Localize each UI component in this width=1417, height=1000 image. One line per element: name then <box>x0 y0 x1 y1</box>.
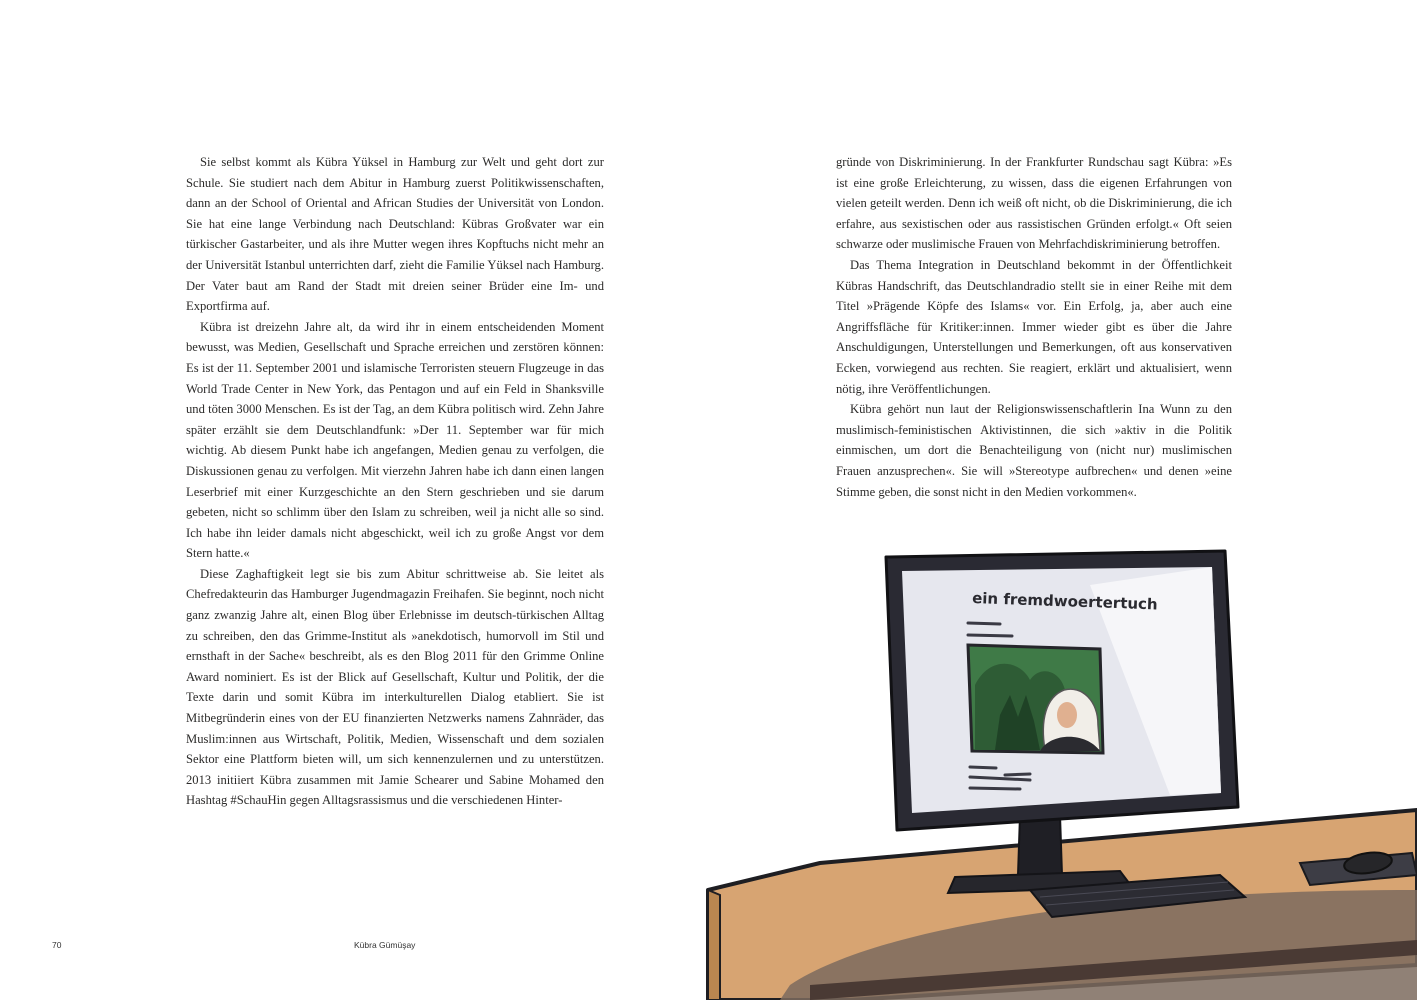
desk-computer-illustration <box>700 545 1417 1000</box>
monitor-stand-neck <box>1018 815 1062 875</box>
right-page-text <box>836 152 1232 502</box>
screen-heading: ein fremdwoertertuch <box>971 589 1158 614</box>
left-page-text <box>186 152 604 811</box>
right-paragraph-1: gründe von Diskriminierung. In der Frankfurter Rundschau sagt Kübra: »Es ist eine große Erleichterung, zu wissen, dass die eigenen Erfahrungen von vielen geteilt werden. Denn ich weiß oft nicht, ob die Diskriminierung, die ich erfahre, aus sexistischen oder aus rassistischen Gründen erfolgt.« Oft seien schwarze oder muslimische Frauen von Mehrfachdiskriminierung betroffen. <box>836 155 1232 252</box>
left-paragraph-2: Kübra ist dreizehn Jahre alt, da wird ihr in einem entscheidenden Moment bewusst, was Medien, Gesellschaft und Sprache erreichen und zerstören können: Es ist der 11. September 2001 und islamische Terroristen steuern Flugzeuge in das World Trade Center in New York, das Pentagon und auf ein Feld in Shanksville und töten 3000 Menschen. Es ist der Tag, an dem Kübra politisch wird. Zehn Jahre später erzählt sie dem Deutschlandfunk: »Der 11. September war für mich wichtig. Ab diesem Punkt habe ich angefangen, Medien genau zu verfolgen, die Diskussionen genau zu verfolgen. Mit vierzehn Jahren habe ich dann einen langen Leserbrief mit einer Kurzgeschichte an den Stern geschrieben und sie darum gebeten, nicht so schlimm über den Islam zu schreiben, weil ja nicht alle so sind. Ich habe ihn leider damals nicht abgeschickt, weil ich zu große Angst vor dem Stern hatte.« <box>186 319 604 561</box>
desk-front-edge <box>708 890 720 1000</box>
right-paragraph-2: Das Thema Integration in Deutschland bekommt in der Öffentlichkeit Kübras Handschrift, das Deutschlandradio stellt sie in einer Reihe mit dem Titel »Prägende Köpfe des Islams« vor. Ein Erfolg, ja, aber auch eine Angriffsfläche für Kritiker:innen. Immer wieder gibt es über die Jahre Anschuldigungen, Unterstellungen und Bemerkungen, oft aus konservativen Ecken, vorwiegend aus rechten. Sie reagiert, erklärt und aktualisiert, wenn nötig, ihre Veröffentlichungen. <box>836 257 1232 396</box>
right-paragraph-3: Kübra gehört nun laut der Religionswissenschaftlerin Ina Wunn zu den muslimisch-feministischen Aktivistinnen, die sich »aktiv in die Politik einmischen, um dort die Benachteiligung von (nicht nur) muslimischen Frauen anzusprechen«. Sie will »Stereotype aufbrechen« und denen »eine Stimme geben, die sonst nicht in den Medien vorkommen«. <box>836 402 1232 499</box>
photo-person-face <box>1057 702 1077 728</box>
left-paragraph-3: Diese Zaghaftigkeit legt sie bis zum Abitur schrittweise ab. Sie leitet als Chefredakteurin das Hamburger Jugendmagazin Freihafen. Sie beginnt, noch nicht ganz zwanzig Jahre alt, einen Blog über Erlebnisse im deutsch-türkischen Alltag zu schreiben, den das Grimme-Institut als »anekdotisch, humorvoll im Stil und ernsthaft in der Sache« beschreibt, als es den Blog 2011 für den Grimme Online Award nominiert. Es ist der Blick auf Gesellschaft, Kultur und Politik, der die Texte darin und somit Kübra im interkulturellen Dialog etabliert. Sie ist Mitbegründerin eines von der EU finanzierten Netzwerks namens Zahnräder, das Muslim:innen aus Wirtschaft, Politik, Medien, Wissenschaft und dem sozialen Sektor eine Plattform bieten will, um sich kennenzulernen und zu unterstützen. 2013 initiiert Kübra zusammen mit Jamie Schearer und Sabine Mohamed den Hashtag #SchauHin gegen Alltagsrassismus und die verschiedenen Hinter- <box>186 566 604 808</box>
running-head: Kübra Gümüşay <box>354 940 416 950</box>
left-paragraph-1: Sie selbst kommt als Kübra Yüksel in Hamburg zur Welt und geht dort zur Schule. Sie studiert nach dem Abitur in Hamburg zuerst Politikwissenschaften, dann an der School of Oriental and African Studies der Universität von London. Sie hat eine lange Verbindung nach Deutschland: Kübras Großvater war ein türkischer Gastarbeiter, und als ihre Mutter wegen ihres Kopftuchs nicht mehr an der Universität Istanbul unterrichten darf, zieht die Familie Yüksel nach Hamburg. Der Vater baut am Rand der Stadt mit dreien seiner Brüder eine Im- und Exportfirma auf. <box>186 155 604 314</box>
page-number: 70 <box>52 940 62 950</box>
